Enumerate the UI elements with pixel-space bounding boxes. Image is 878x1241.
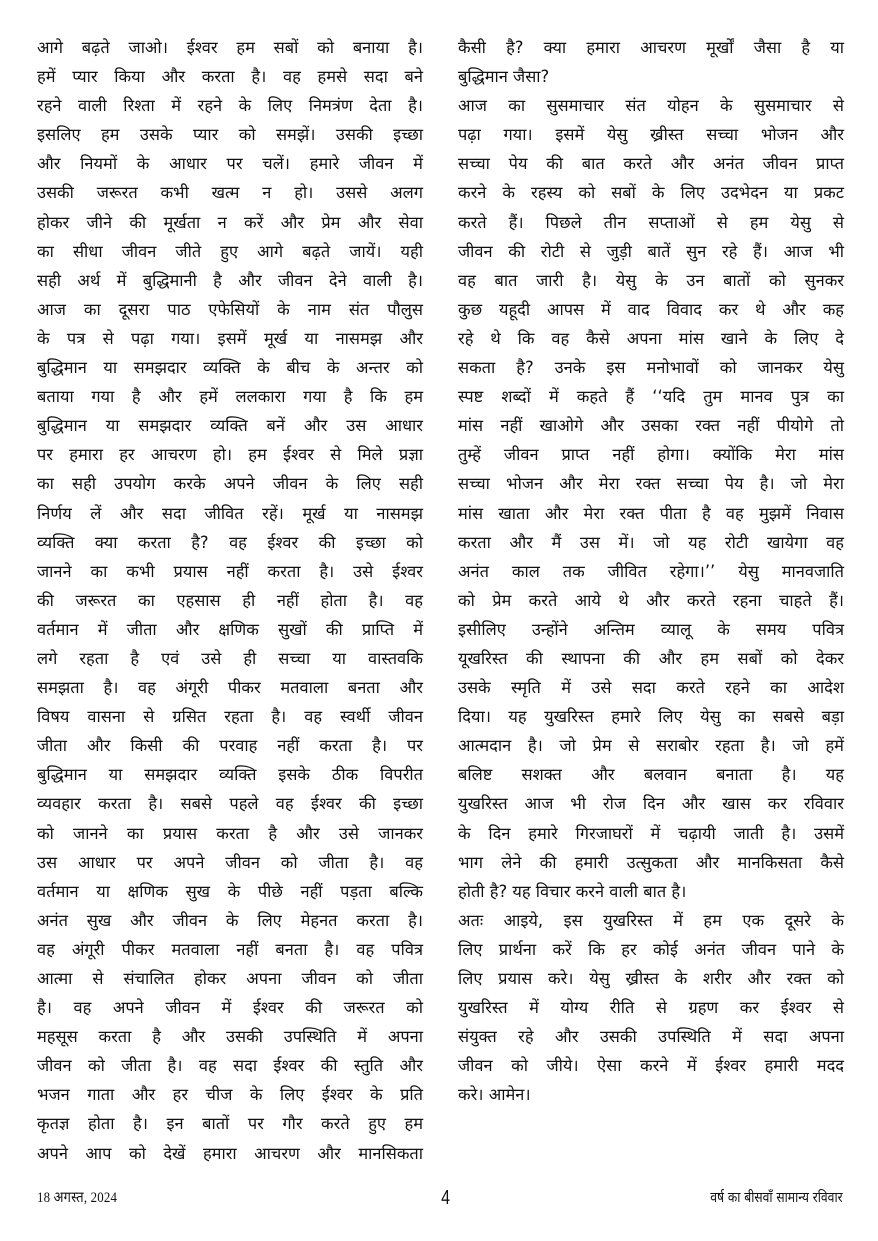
text-line: के पत्र से पढ़ा गया। इसमें मूर्ख या नासमझ और	[37, 328, 423, 348]
text-line: मांस नहीं खाओगे और उसका रक्त नहीं पीयोगे तो	[458, 416, 844, 436]
text-line: जीवन की रोटी से जुड़ी बातें सुन रहे हैं। आज भी	[458, 241, 844, 261]
text-line: वह बात जारी है। येसु के उन बातों को सुनकर	[458, 270, 844, 290]
text-line: सच्चा पेय की बात करते और अनंत जीवन प्राप्त	[458, 154, 844, 174]
text-line: बताया गया है और हमें ललकारा गया है कि हम	[37, 387, 423, 407]
text-line: पर हमारा हर आचरण हो। हम ईश्वर से मिले प्रज्ञा	[37, 445, 423, 465]
text-line: रहे थे कि वह कैसे अपना मांस खाने के लिए दे	[458, 328, 844, 348]
text-line: का सही उपयोग करके अपने जीवन के लिए सही	[37, 474, 423, 494]
text-line: वर्तमान या क्षणिक सुख के पीछे नहीं पड़ता बल्कि	[37, 881, 423, 901]
text-line: सकता है? उनके इस मनोभावों को जानकर येसु	[458, 358, 844, 378]
text-line: हमें प्यार किया और करता है। वह हमसे सदा बने	[37, 67, 423, 87]
text-line: उसके स्मृति में उसे सदा करते रहने का आदेश	[458, 678, 844, 698]
text-line: वर्तमान में जीता और क्षणिक सुखों की प्राप्ति में	[37, 619, 423, 639]
text-line: आगे बढ़ते जाओ। ईश्वर हम सबों को बनाया है।	[37, 38, 423, 57]
text-line: जीवन को जीता है। वह सदा ईश्वर की स्तुति और	[37, 1056, 423, 1076]
text-line: कृतज्ञ होता है। इन बातों पर गौर करते हुए हम	[37, 1114, 423, 1134]
text-line: सच्चा भोजन और मेरा रक्त सच्चा पेय है। जो मेरा	[458, 474, 844, 494]
text-line: निर्णय लें और सदा जीवित रहें। मूर्ख या नासमझ	[37, 503, 423, 523]
text-line: के दिन हमारे गिरजाघरों में चढ़ायी जाती है। उसमें	[458, 823, 844, 843]
text-line: को प्रेम करते आये थे और करते रहना चाहते हैं।	[458, 590, 844, 610]
text-line: करते हैं। पिछले तीन सप्ताओं से हम येसु से	[458, 212, 844, 232]
text-line: लिए प्रयास करे। येसु ख्रीस्त के शरीर और रक्त को	[458, 969, 844, 988]
text-line: युखरिस्त में योग्य रीति से ग्रहण कर ईश्वर से	[458, 998, 844, 1018]
text-line: करने के रहस्य को सबों के लिए उदभेदन या प्रकट	[458, 183, 844, 203]
text-line: आज का दूसरा पाठ एफेसियों के नाम संत पौलुस	[37, 299, 423, 319]
page-footer	[37, 1183, 843, 1213]
right-text-column	[458, 33, 844, 1109]
text-line: व्यक्ति क्या करता है? वह ईश्वर की इच्छा को	[37, 532, 423, 552]
text-line: स्पष्ट शब्दों में कहते हैं ‘‘यदि तुम मानव पुत्र का	[458, 387, 844, 407]
text-line: होकर जीने की मूर्खता न करें और प्रेम और सेवा	[37, 212, 423, 232]
text-line: दिया। यह युखरिस्त हमारे लिए येसु का सबसे बड़ा	[458, 707, 844, 727]
text-line: भजन गाता और हर चीज के लिए ईश्वर के प्रति	[37, 1085, 423, 1105]
text-line: कैसी है? क्या हमारा आचरण मूर्खों जैसा है या	[458, 38, 844, 57]
text-line: रहने वाली रिश्ता में रहने के लिए निमत्रंण देता है।	[37, 96, 423, 116]
page-number: 4	[441, 1187, 451, 1209]
text-line: इसीलिए उन्होंने अन्तिम व्यालू के समय पवित्र	[458, 619, 844, 639]
footer-date: 18 अगस्त, 2024	[37, 1190, 118, 1206]
text-line: और नियमों के आधार पर चलें। हमारे जीवन में	[37, 154, 423, 174]
left-text-column	[37, 33, 423, 1168]
text-line: अतः आइये, इस युखरिस्त में हम एक दूसरे के	[458, 910, 844, 930]
text-line: कुछ यहूदी आपस में वाद विवाद कर थे और कह	[458, 299, 844, 319]
text-line: जीवन को जीये। ऐसा करने में ईश्वर हमारी मदद	[458, 1056, 844, 1076]
text-line: पढ़ा गया। इसमें येसु ख्रीस्त सच्चा भोजन और	[458, 125, 844, 145]
text-line: बुद्धिमान या समझदार व्यक्ति के बीच के अन्तर को	[37, 358, 423, 378]
text-line: उस आधार पर अपने जीवन को जीता है। वह	[37, 852, 423, 872]
text-line: मांस खाता और मेरा रक्त पीता है वह मुझमें निवास	[458, 503, 844, 523]
text-line: जानने का कभी प्रयास नहीं करता है। उसे ईश्वर	[37, 561, 423, 581]
text-line: इसलिए हम उसके प्यार को समझें। उसकी इच्छा	[37, 125, 423, 145]
text-line: जीता और किसी की परवाह नहीं करता है। पर	[37, 736, 423, 756]
text-line: विषय वासना से ग्रसित रहता है। वह स्वर्थी जीवन	[37, 707, 423, 727]
text-line: करे। आमेन।	[458, 1085, 531, 1105]
text-line: सही अर्थ में बुद्धिमानी है और जीवन देने वाली है।	[37, 270, 423, 290]
footer-liturgical-title: वर्ष का बीसवाँ सामान्य रविवार	[710, 1190, 843, 1206]
text-line: व्यवहार करता है। सबसे पहले वह ईश्वर की इच्छा	[37, 794, 423, 814]
text-line: आत्मदान है। जो प्रेम से सराबोर रहता है। जो हमें	[458, 736, 844, 756]
text-line: संयुक्त रहे और उसकी उपस्थिति में सदा अपना	[458, 1027, 844, 1047]
text-line: बुद्धिमान या समझदार व्यक्ति बनें और उस आधार	[37, 416, 423, 436]
text-line: समझता है। वह अंगूरी पीकर मतवाला बनता और	[37, 678, 423, 698]
text-line: बलिष्ट सशक्त और बलवान बनाता है। यह	[458, 765, 844, 785]
text-line: तुम्हें जीवन प्राप्त नहीं होगा। क्योंकि मेरा मांस	[458, 445, 844, 465]
text-line: बुद्धिमान जैसा?	[458, 67, 550, 87]
text-line: अनंत सुख और जीवन के लिए मेहनत करता है।	[37, 910, 423, 930]
text-line: को जानने का प्रयास करता है और उसे जानकर	[37, 823, 423, 843]
text-line: की जरूरत का एहसास ही नहीं होता है। वह	[37, 590, 423, 610]
text-line: बुद्धिमान या समझदार व्यक्ति इसके ठीक विपरीत	[37, 765, 423, 785]
text-line: महसूस करता है और उसकी उपस्थिति में अपना	[37, 1027, 423, 1047]
text-line: युखरिस्त आज भी रोज दिन और खास कर रविवार	[458, 794, 844, 814]
text-line: का सीधा जीवन जीते हुए आगे बढ़ते जायें। यही	[37, 241, 423, 261]
text-line: यूखरिस्त की स्थापना की और हम सबों को देकर	[458, 648, 844, 668]
text-line: उसकी जरूरत कभी खत्म न हो। उससे अलग	[37, 183, 423, 203]
text-line: अपने आप को देखें हमारा आचरण और मानसिकता	[37, 1143, 423, 1163]
text-line: लगे रहता है एवं उसे ही सच्चा या वास्तवकि	[37, 648, 423, 668]
text-line: लिए प्रार्थना करें कि हर कोई अनंत जीवन पाने के	[458, 939, 844, 959]
text-line: होती है? यह विचार करने वाली बात है।	[458, 881, 687, 901]
text-line: है। वह अपने जीवन में ईश्वर की जरूरत को	[37, 998, 423, 1018]
text-line: वह अंगूरी पीकर मतवाला नहीं बनता है। वह पवित्र	[37, 939, 423, 959]
text-line: आज का सुसमाचार संत योहन के सुसमाचार से	[458, 96, 844, 116]
text-line: अनंत काल तक जीवित रहेगा।’’ येसु मानवजाति	[458, 561, 844, 581]
text-line: भाग लेने की हमारी उत्सुकता और मानकिसता कैसे	[458, 852, 844, 872]
text-line: करता और मैं उस में। जो यह रोटी खायेगा वह	[458, 532, 844, 552]
text-line: आत्मा से संचालित होकर अपना जीवन को जीता	[37, 969, 423, 988]
